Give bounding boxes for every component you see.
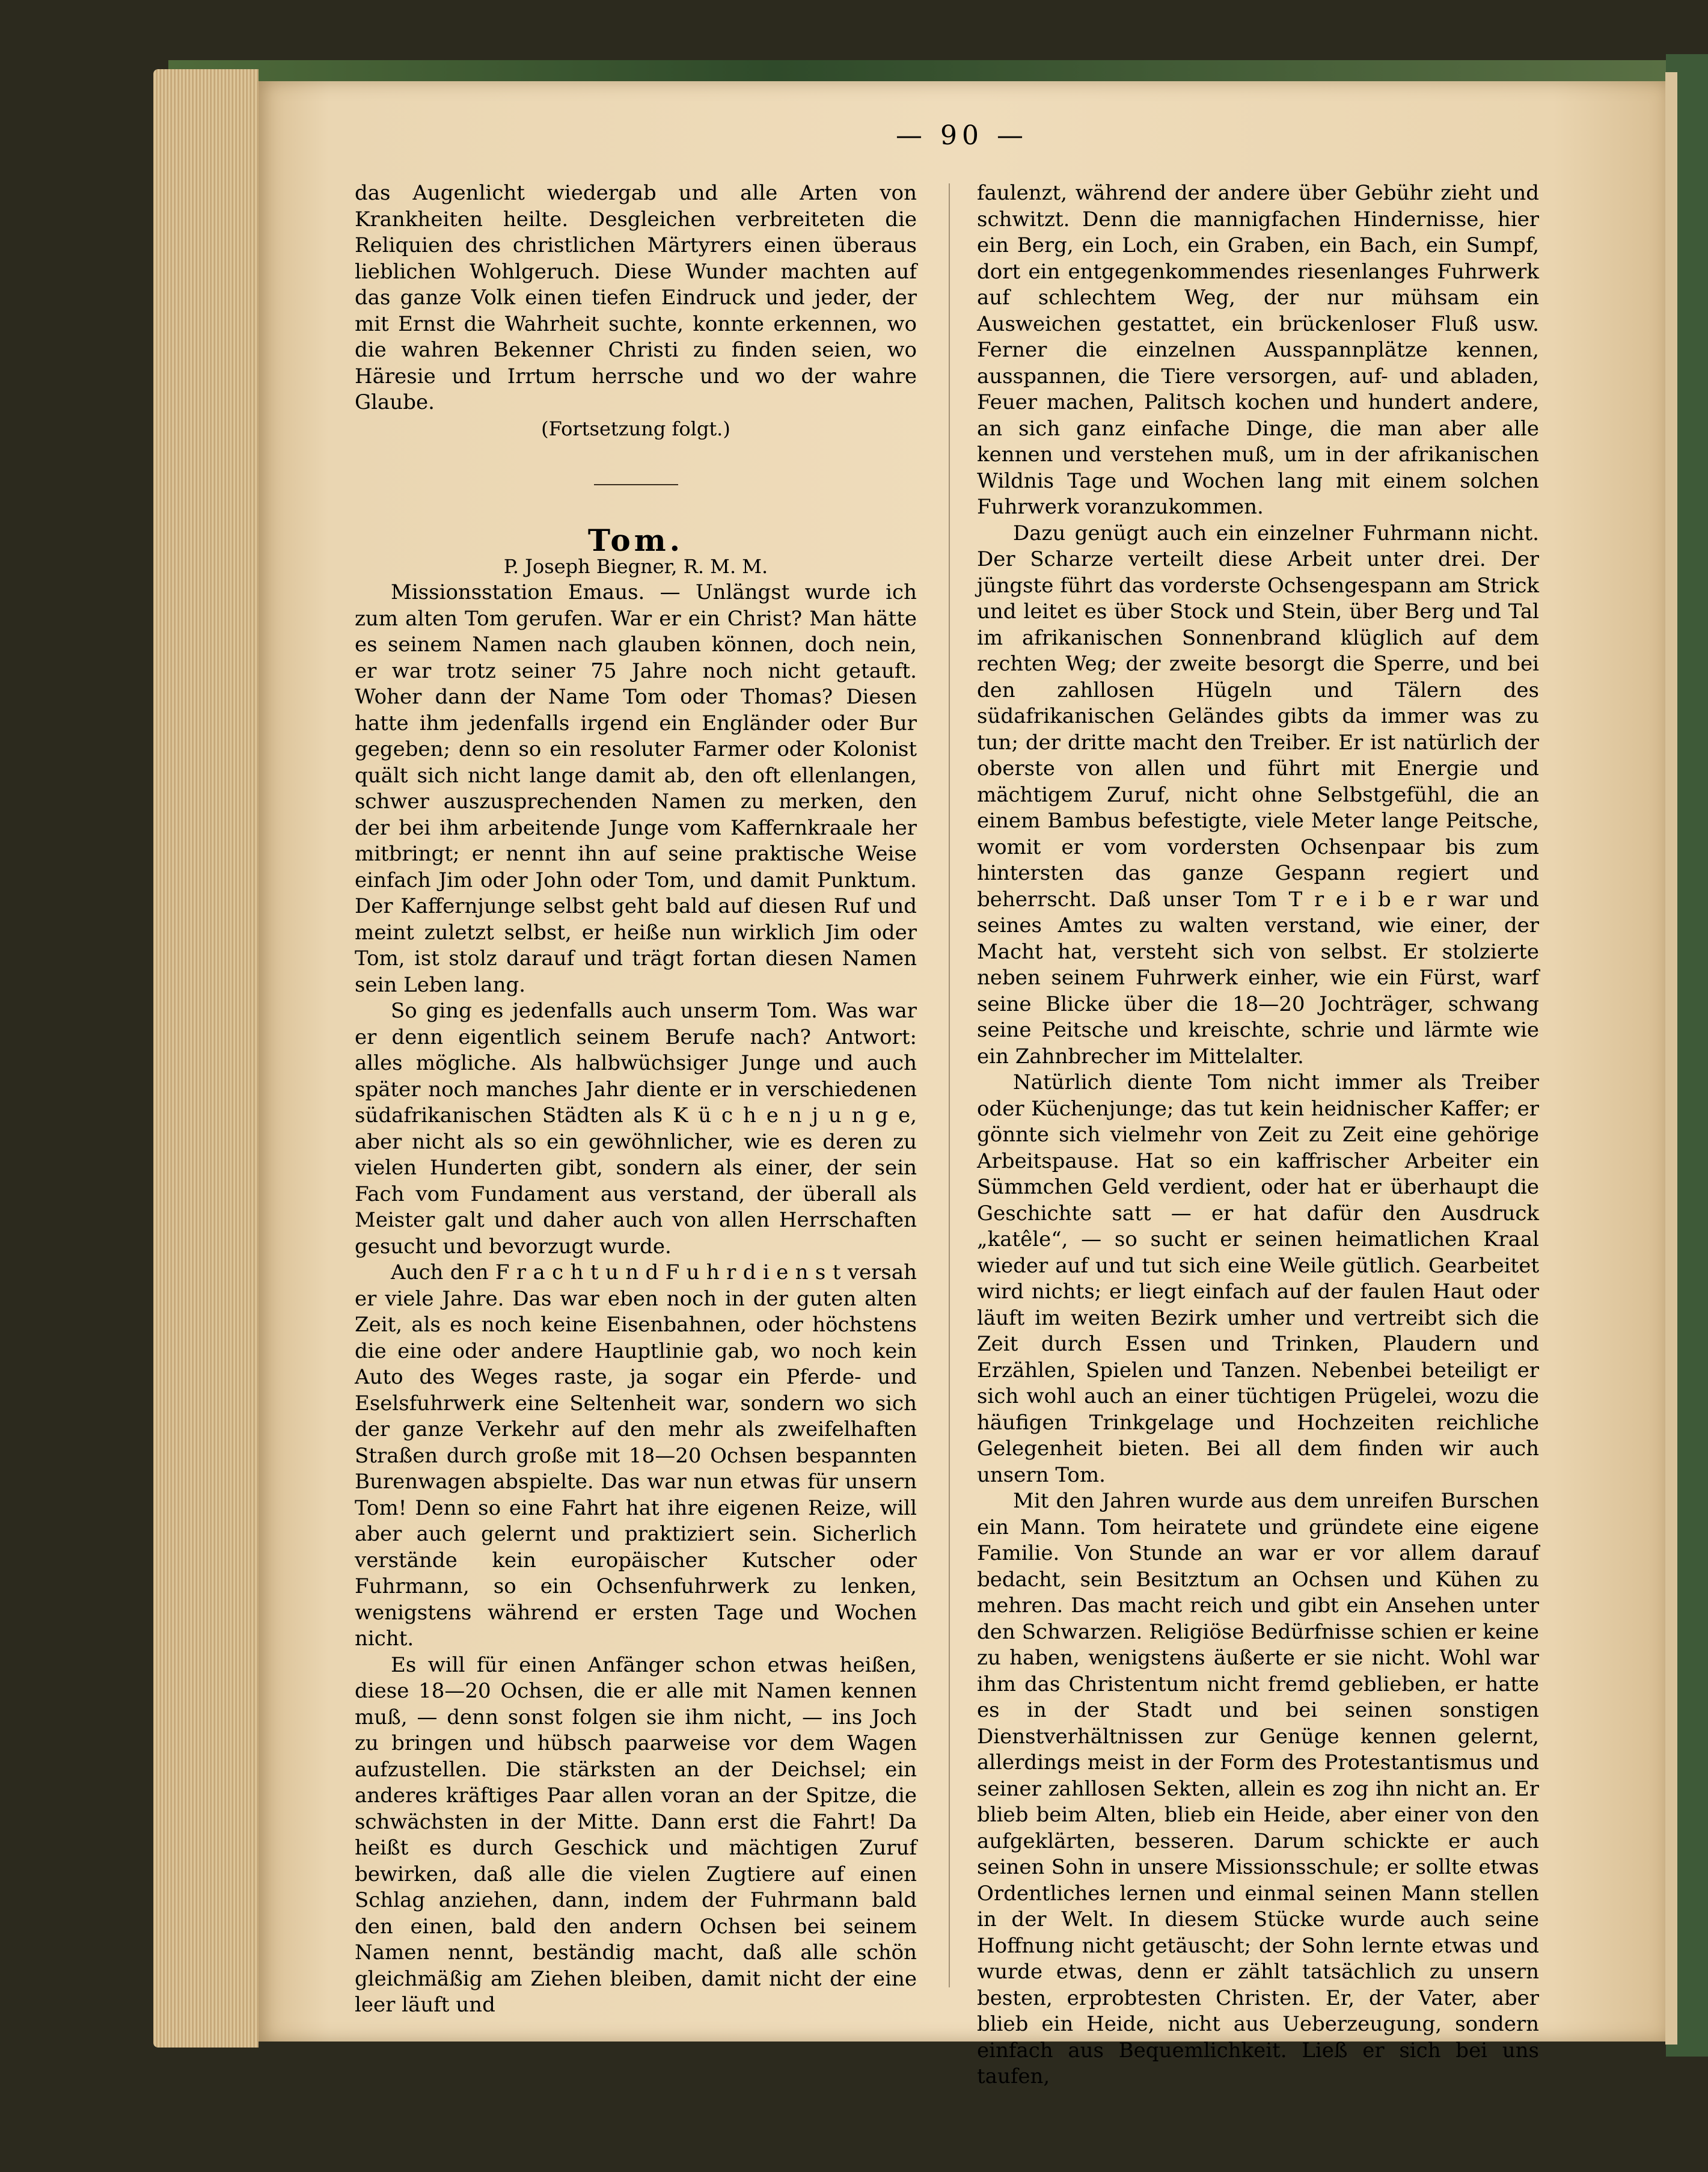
body-paragraph: Auch den F r a c h t u n d F u h r d i e n s t versah er viele Jahre. Das war eben noch in der guten alten Zeit, als es noch keine Eisenbahnen, oder höchstens die eine oder andere Hauptlinie gab, wo noch kein Auto des Weges raste, ja sogar ein Pferde- und Eselsfuhrwerk eine Seltenheit war, sondern wo sich der ganze Verkehr auf den mehr als zweifelhaften Straßen durch große mit 18—20 Ochsen bespannten Burenwagen abspielte. Das war nun etwas für unsern Tom! Denn so eine Fahrt hat ihre eigenen Reize, will aber auch gelernt und praktiziert sein. Sicherlich verstände kein europäischer Kutscher oder Fuhrmann, so ein Ochsenfuhrwerk zu lenken, wenigstens während er ersten Tage und Wochen nicht.: [355, 1260, 917, 1651]
body-paragraph: Es will für einen Anfänger schon etwas heißen, diese 18—20 Ochsen, die er alle mit Namen kennen muß, — denn sonst folgen sie ihm nicht, — ins Joch zu bringen und hübsch paarweise vor dem Wagen aufzustellen. Die stärksten an der Deichsel; ein anderes kräftiges Paar allen voran an der Spitze, die schwächsten in der Mitte. Dann erst die Fahrt! Da heißt es durch Geschick und mächtigen Zuruf bewirken, daß alle die vielen Zugtiere auf einen Schlag anziehen, dann, indem der Fuhrmann bald den einen, bald den andern Ochsen bei seinem Namen nennt, beständig macht, daß alle schön gleichmäßig am Ziehen bleiben, damit nicht der eine leer läuft und: [355, 1652, 917, 2017]
body-paragraph: Mit den Jahren wurde aus dem unreifen Burschen ein Mann. Tom heiratete und gründete eine eigene Familie. Von Stunde an war er vor allem darauf bedacht, sein Besitztum an Ochsen und Kühen zu mehren. Das macht reich und gibt ein Ansehen unter den Schwarzen. Religiöse Bedürfnisse schien er keine zu haben, wenigstens äußerte er sie nicht. Wohl war ihm das Christentum nicht fremd geblieben, er hatte es in der Stadt und bei seinen sonstigen Dienstverhältnissen zur Genüge kennen gelernt, allerdings meist in der Form des Protestantismus und seiner zahllosen Sekten, allein es zog ihn nicht an. Er blieb beim Alten, blieb ein Heide, aber einer von den aufgeklärten, besseren. Darum schickte er auch seinen Sohn in unsere Missionsschule; er sollte etwas Ordentliches lernen und einmal seinen Mann stellen in der Welt. In diesem Stücke wurde auch seine Hoffnung nicht getäuscht; der Sohn lernte etwas und wurde etwas, denn er zählt tatsächlich zu unsern besten, erprobtesten Christen. Er, der Vater, aber blieb ein Heide, nicht aus Ueberzeugung, sondern einfach aus Bequemlichkeit. Ließ er sich bei uns taufen,: [977, 1489, 1539, 2088]
body-paragraph: So ging es jedenfalls auch unserm Tom. Was war er denn eigentlich seinem Berufe nach? Antwort: alles mögliche. Als halbwüchsiger Junge und auch später noch manches Jahr diente er in verschiedenen südafrikanischen Städten als K ü c h e n j u n g e, aber nicht als so ein gewöhnlicher, wie es deren zu vielen Hunderten gibt, sondern als einer, der sein Fach vom Fundament aus verstand, der überall als Meister galt und daher auch von allen Herrschaften gesucht und bevorzugt wurde.: [355, 999, 917, 1259]
body-paragraph: faulenzt, während der andere über Gebühr zieht und schwitzt. Denn die mannigfachen Hindernisse, hier ein Berg, ein Loch, ein Graben, ein Bach, ein Sumpf, dort ein entgegenkommendes riesenlanges Fuhrwerk auf schlechtem Weg, der nur mühsam ein Ausweichen gestattet, ein brückenloser Fluß usw. Ferner die einzelnen Ausspannplätze kennen, ausspannen, die Tiere versorgen, auf- und abladen, Feuer machen, Palitsch kochen und hundert andere, an sich ganz einfache Dinge, die man aber alle kennen und verstehen muß, um in der afrikanischen Wildnis Tage und Wochen lang mit einem solchen Fuhrwerk voranzukommen.: [977, 181, 1539, 519]
page-edges: [153, 69, 259, 2048]
page-number: — 90 —: [896, 120, 1028, 151]
intro-paragraph: das Augenlicht wiedergab und alle Arten von Krankheiten heilte. Desgleichen verbreiteten die Reliquien des christlichen Märtyrers einen überaus lieblichen Wohlgeruch. Diese Wunder machten auf das ganze Volk einen tiefen Eindruck und jeder, der mit Ernst die Wahrheit suchte, konnte erkennen, wo die wahren Bekenner Christi zu finden seien, wo Häresie und Irrtum herrsche und wo der wahre Glaube.: [355, 181, 917, 414]
section-divider: [594, 484, 678, 485]
left-column: [355, 180, 917, 2019]
book-cover-top: [168, 60, 1683, 84]
article-author: P. Joseph Biegner, R. M. M.: [503, 554, 768, 578]
article-title: Tom.: [587, 523, 684, 558]
body-paragraph: Natürlich diente Tom nicht immer als Treiber oder Küchenjunge; das tut kein heidnischer Kaffer; er gönnte sich vielmehr von Zeit zu Zeit eine gehörige Arbeitspause. Hat so ein kaffrischer Arbeiter ein Sümmchen Geld verdient, oder hat er überhaupt die Geschichte satt — er hat dafür den Ausdruck „katêle“, — so sucht er seinen heimatlichen Kraal wieder auf und tut sich eine Weile gütlich. Gearbeitet wird nichts; er liegt einfach auf der faulen Haut oder läuft im weiten Bezirk umher und vertreibt sich die Zeit durch Essen und Trinken, Plaudern und Erzählen, Spielen und Tanzen. Nebenbei beteiligt er sich wohl auch an einer tüchtigen Prügelei, wozu die häufigen Trinkgelage und Hochzeiten reichliche Gelegenheit bieten. Bei all dem finden wir auch unsern Tom.: [977, 1070, 1539, 1487]
right-column: [977, 180, 1539, 2090]
body-paragraph: Dazu genügt auch ein einzelner Fuhrmann nicht. Der Scharze verteilt diese Arbeit unter drei. Der jüngste führt das vorderste Ochsengespann am Strick und leitet es über Stock und Stein, über Berg und Tal im afrikanischen Sonnenbrand klüglich auf dem rechten Weg; der zweite besorgt die Sperre, und bei den zahllosen Hügeln und Tälern des südafrikanischen Geländes gibts da immer was zu tun; der dritte macht den Treiber. Er ist natürlich der oberste von allen und führt mit Energie und mächtigem Zuruf, nicht ohne Selbstgefühl, die an einem Bambus befestigte, viele Meter lange Peitsche, womit er vom vordersten Ochsenpaar bis zum hintersten das ganze Gespann regiert und beherrscht. Daß unser Tom T r e i b e r war und seines Amtes zu walten verstand, wie einer, der Macht hat, versteht sich von selbst. Er stolzierte neben seinem Fuhrwerk einher, wie ein Fürst, warf seine Blicke über die 18—20 Jochträger, schwang seine Peitsche und kreischte, schrie und lärmte wie ein Zahnbrecher im Mittelalter.: [977, 521, 1539, 1069]
body-paragraph: Missionsstation Emaus. — Unlängst wurde ich zum alten Tom gerufen. War er ein Christ? Man hätte es seinem Namen nach glauben können, doch nein, er war trotz seiner 75 Jahre noch nicht getauft. Woher dann der Name Tom oder Thomas? Diesen hatte ihm jedenfalls irgend ein Engländer oder Bur gegeben; denn so ein resoluter Farmer oder Kolonist quält sich nicht lange damit ab, den oft ellenlangen, schwer auszusprechenden Namen zu merken, den der bei ihm arbeitende Junge vom Kaffernkraale her mitbringt; er nennt ihn auf seine praktische Weise einfach Jim oder John oder Tom, und damit Punktum. Der Kaffernjunge selbst geht bald auf diesen Ruf und meint zuletzt selbst, er heiße nun wirklich Jim oder Tom, ist stolz darauf und trägt fortan diesen Namen sein Leben lang.: [355, 580, 917, 997]
column-divider: [949, 183, 950, 1987]
facing-page-edge: [1665, 72, 1677, 2045]
continuation-note: (Fortsetzung folgt.): [541, 417, 730, 440]
